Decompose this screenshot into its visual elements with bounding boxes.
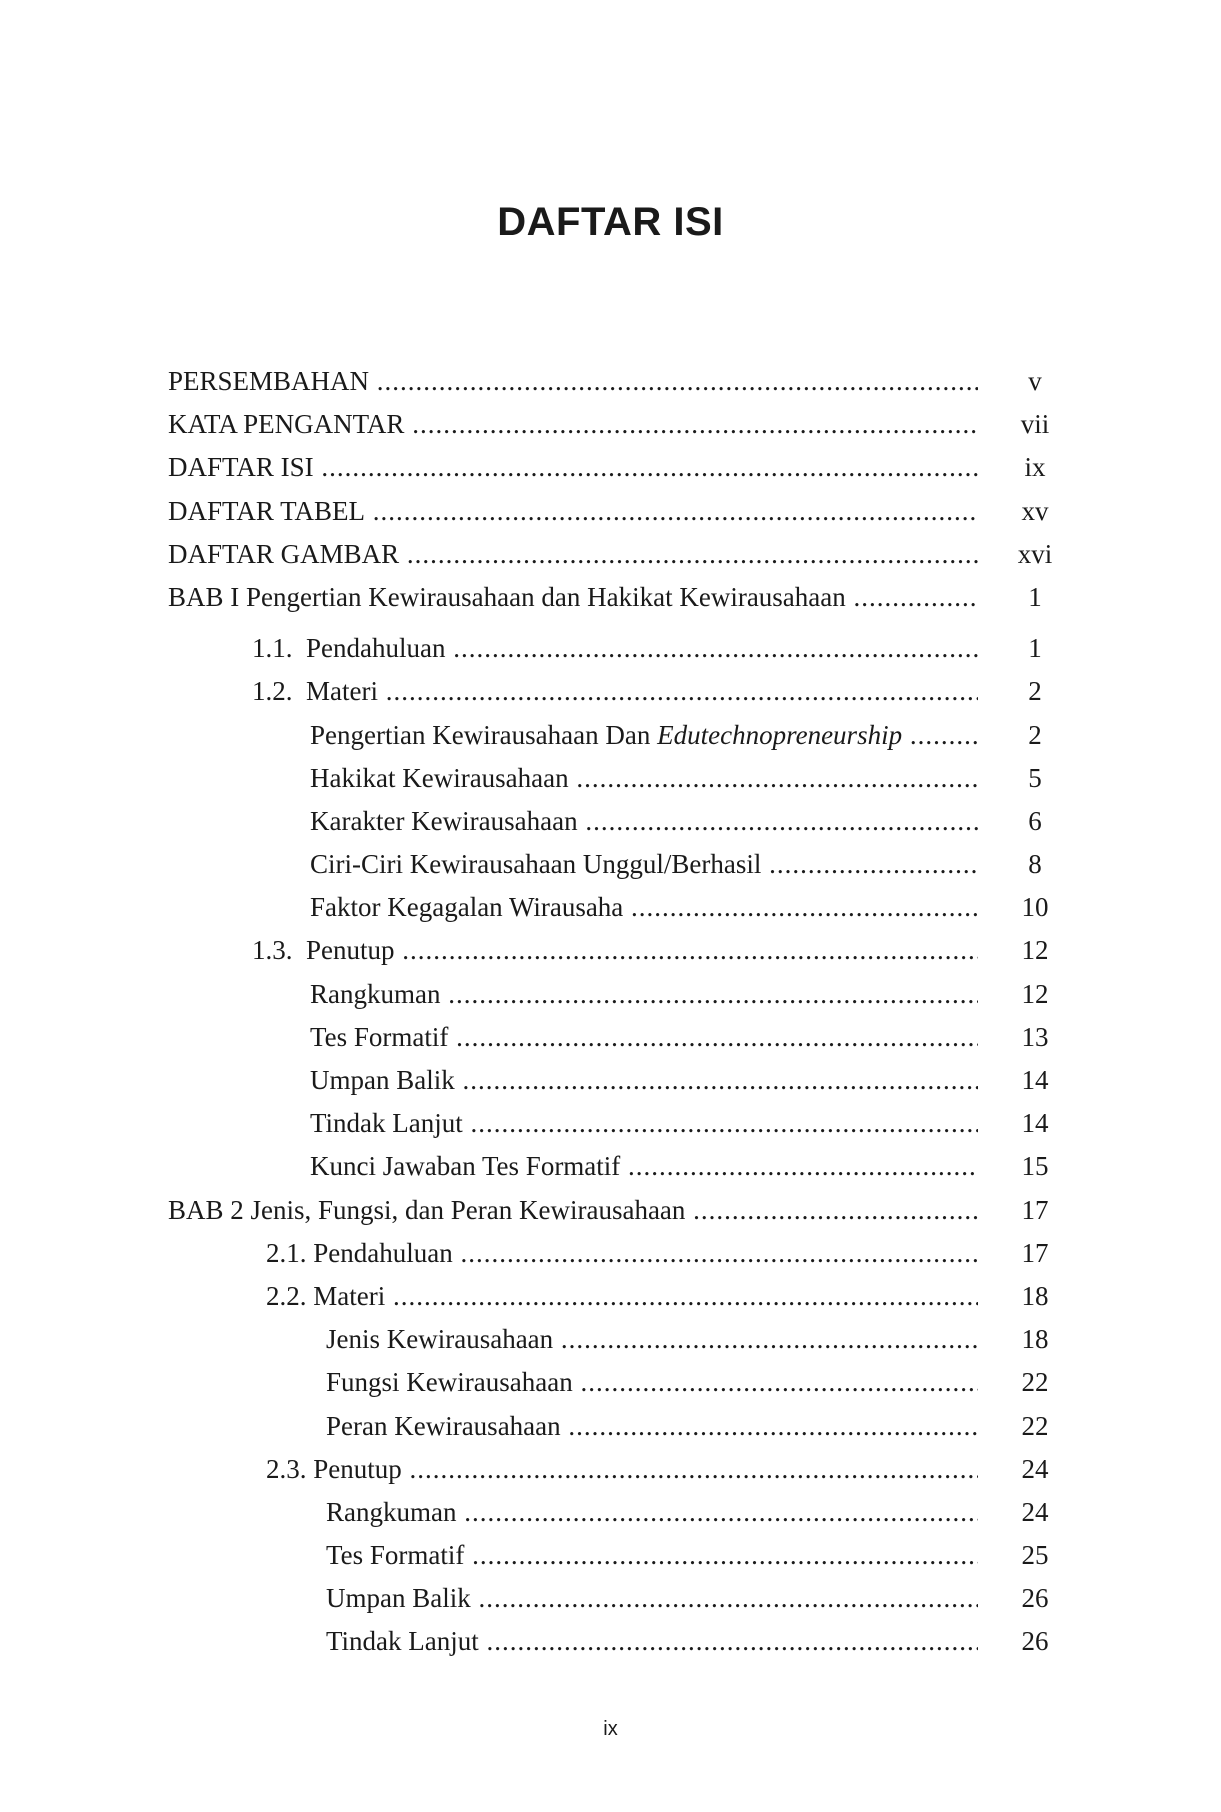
toc-entry-label: Umpan Balik .....	[310, 1059, 978, 1102]
toc-subsection-entry[interactable]	[168, 1145, 1065, 1188]
toc-entry-label: 1.2. Materi .....	[252, 670, 978, 713]
table-of-contents	[168, 360, 1065, 1664]
toc-subsection-entry[interactable]	[168, 714, 1065, 757]
toc-entry[interactable]	[168, 490, 1065, 533]
toc-entry-label: Tindak Lanjut .....	[310, 1102, 978, 1145]
toc-entry-label: Karakter Kewirausahaan .....	[310, 800, 978, 843]
toc-entry-label: 1.1. Pendahuluan .....	[252, 627, 978, 670]
page-number-footer: ix	[603, 1718, 618, 1740]
toc-entry-page: 17	[1021, 1194, 1049, 1225]
toc-subsection-entry[interactable]	[168, 843, 1065, 886]
toc-entry-page: 1	[1028, 633, 1042, 664]
toc-entry-label: Hakikat Kewirausahaan .....	[310, 757, 978, 800]
toc-entry-label: Ciri-Ciri Kewirausahaan Unggul/Berhasil .....	[310, 843, 978, 886]
toc-entry-label: Rangkuman .....	[310, 973, 978, 1016]
toc-entry-label: Tes Formatif .....	[310, 1016, 978, 1059]
toc-entry-page: 17	[1021, 1237, 1049, 1268]
toc-section-number: 1.3.	[252, 935, 293, 966]
toc-entry-page: 6	[1028, 805, 1042, 836]
toc-entry-page: 8	[1028, 849, 1042, 880]
toc-entry-page: 13	[1021, 1021, 1049, 1052]
toc-section-entry[interactable]	[168, 670, 1065, 713]
toc-section-number: 1.1.	[252, 633, 293, 664]
toc-entry-label: Fungsi Kewirausahaan .....	[326, 1361, 978, 1404]
toc-entry-page: 14	[1021, 1065, 1049, 1095]
toc-entry-page: 22	[1021, 1367, 1049, 1398]
toc-subsection-entry[interactable]	[168, 1534, 1065, 1577]
toc-entry-page: 25	[1021, 1540, 1049, 1571]
toc-entry-page: 24	[1021, 1453, 1049, 1484]
toc-entry-label: Tindak Lanjut .....	[326, 1620, 978, 1663]
toc-entry-label: PERSEMBAHAN .....	[168, 360, 978, 403]
toc-entry-label: Kunci Jawaban Tes Formatif .....	[310, 1145, 978, 1188]
toc-subsection-entry[interactable]	[168, 1405, 1065, 1448]
toc-entry-page: 1	[1028, 581, 1042, 612]
toc-section-number: 1.2.	[252, 676, 293, 707]
toc-entry-page: xv	[1021, 495, 1049, 526]
toc-subsection-entry[interactable]	[168, 1318, 1065, 1361]
toc-subsection-entry[interactable]	[168, 1102, 1065, 1145]
toc-section-entry[interactable]	[168, 929, 1065, 972]
toc-entry-page: 22	[1021, 1410, 1049, 1441]
toc-entry[interactable]	[168, 360, 1065, 403]
toc-entry-page: 2	[1028, 676, 1042, 707]
toc-subsection-entry[interactable]	[168, 1059, 1065, 1102]
toc-section-entry[interactable]	[168, 1275, 1065, 1318]
toc-entry-label: 2.1. Pendahuluan .....	[266, 1232, 978, 1275]
toc-entry-label: Faktor Kegagalan Wirausaha .....	[310, 886, 978, 929]
toc-entry-label: Tes Formatif .....	[326, 1534, 978, 1577]
toc-entry-page: 18	[1021, 1324, 1049, 1355]
toc-section-number: 2.1.	[266, 1237, 307, 1268]
toc-section-entry[interactable]	[168, 1232, 1065, 1275]
toc-section-number: 2.3.	[266, 1453, 307, 1484]
toc-entry[interactable]	[168, 533, 1065, 576]
toc-entry-page: 26	[1021, 1583, 1049, 1614]
toc-entry-page: 18	[1021, 1280, 1049, 1311]
toc-entry-page: 24	[1021, 1496, 1049, 1527]
toc-entry-page: 2	[1028, 719, 1042, 750]
toc-entry-label: DAFTAR ISI .....	[168, 446, 978, 489]
toc-entry-label: BAB 2 Jenis, Fungsi, dan Peran Kewirausahaan .....	[168, 1189, 978, 1232]
toc-subsection-entry[interactable]	[168, 757, 1065, 800]
toc-section-number: 2.2.	[266, 1280, 307, 1311]
toc-subsection-entry[interactable]	[168, 1491, 1065, 1534]
toc-entry-page: 12	[1021, 978, 1049, 1009]
toc-entry[interactable]	[168, 446, 1065, 489]
toc-section-entry[interactable]	[168, 627, 1065, 670]
toc-entry-page: xvi	[1017, 538, 1053, 569]
toc-chapter-entry[interactable]	[168, 1189, 1065, 1232]
toc-entry-italic-term: Edutechnopreneurship	[657, 719, 903, 750]
toc-entry-label: BAB I Pengertian Kewirausahaan dan Hakikat Kewirausahaan .....	[168, 576, 978, 619]
toc-entry-label: KATA PENGANTAR .....	[168, 403, 978, 446]
toc-subsection-entry[interactable]	[168, 1361, 1065, 1404]
toc-entry-label: Rangkuman .....	[326, 1491, 978, 1534]
toc-entry-label: 2.2. Materi .....	[266, 1275, 978, 1318]
toc-entry-page: 26	[1021, 1626, 1049, 1657]
toc-entry-page: 5	[1028, 762, 1042, 793]
toc-entry-page: 14	[1021, 1108, 1049, 1139]
toc-entry-page: ix	[1024, 452, 1046, 483]
toc-entry-page: 12	[1021, 935, 1049, 966]
toc-entry-label: Umpan Balik .....	[326, 1577, 978, 1620]
toc-entry-label: 1.3. Penutup .....	[252, 929, 978, 972]
toc-entry-page: 15	[1021, 1151, 1049, 1182]
toc-subsection-entry[interactable]	[168, 1577, 1065, 1620]
toc-subsection-entry[interactable]	[168, 886, 1065, 929]
toc-subsection-entry[interactable]	[168, 800, 1065, 843]
toc-entry-label: DAFTAR TABEL .....	[168, 490, 978, 533]
toc-entry-page: 10	[1021, 892, 1049, 923]
page-title: DAFTAR ISI	[497, 200, 724, 244]
toc-entry-page: v	[1028, 366, 1042, 396]
toc-subsection-entry[interactable]	[168, 1016, 1065, 1059]
toc-entry-label: DAFTAR GAMBAR .....	[168, 533, 978, 576]
toc-entry-label: Peran Kewirausahaan .....	[326, 1405, 978, 1448]
toc-subsection-entry[interactable]	[168, 973, 1065, 1016]
toc-entry-page: vii	[1020, 409, 1050, 440]
toc-entry-label: Pengertian Kewirausahaan Dan Edutechnopreneurship .....	[310, 714, 978, 757]
toc-chapter-entry[interactable]	[168, 576, 1065, 619]
toc-section-entry[interactable]	[168, 1448, 1065, 1491]
toc-entry[interactable]	[168, 403, 1065, 446]
toc-entry-label: Jenis Kewirausahaan .....	[326, 1318, 978, 1361]
toc-entry-label: 2.3. Penutup .....	[266, 1448, 978, 1491]
toc-subsection-entry[interactable]	[168, 1620, 1065, 1663]
